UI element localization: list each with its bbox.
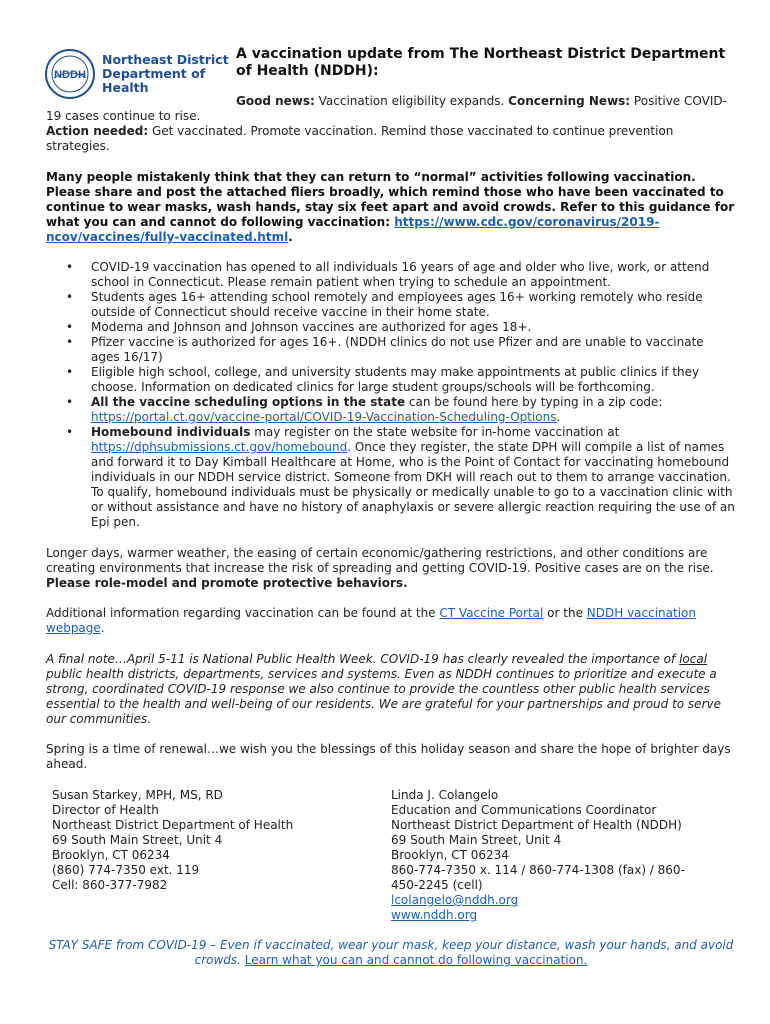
sig-right-city: Brooklyn, CT 06234 [391,848,509,862]
footer-text: STAY SAFE from COVID-19 – Even if vaccinated, wear your mask, keep your distance, wash your hands, and avoid crowds. [48,938,734,967]
bullet-text-4: Pfizer vaccine is authorized for ages 16+. (NDDH clinics do not use Pfizer and are unable to vaccinate ages 16/17) [91,335,704,364]
final-note-paragraph [46,652,736,727]
sig-right-name: Linda J. Colangelo [391,788,499,802]
bullet-icon: • [66,365,74,379]
warning-text: Many people mistakenly think that they can return to “normal” activities following vaccination. Please share and post the attached fliers broadly, which remind those who have been vaccinated to continue to wear masks, wash hands, stay six feet apart and avoid crowds. Refer to this guidance for what you can and cannot do following vaccination: [46,170,735,229]
nddh-seal-text: NDDH [54,69,86,81]
good-news-label: Good news: [236,94,315,108]
ct-vaccine-portal-link[interactable]: CT Vaccine Portal [439,606,544,620]
warning-paragraph [46,170,736,245]
bullet-icon: • [66,290,74,304]
sig-right-org: Northeast District Department of Health (NDDH) [391,818,682,832]
intro-news [46,94,736,124]
logo-line-1: Northeast District [102,52,229,67]
good-news-text: Vaccination eligibility expands. [314,94,509,108]
learn-more-link[interactable]: Learn what you can and cannot do following vaccination. [244,953,588,967]
sig-right-phone: 860-774-7350 x. 114 / 860-774-1308 (fax) / 860-450-2245 (cell) [391,863,685,892]
list-item [46,320,736,335]
warning-section [46,170,736,245]
action-needed-label: Action needed: [46,124,149,138]
bullet-6-text: can be found here by typing in a zip code: [405,395,663,409]
role-model-bold: Please role-model and promote protective behaviors. [46,576,408,590]
sig-left-city: Brooklyn, CT 06234 [52,848,170,862]
bullet-text-5: Eligible high school, college, and university students may make appointments at public clinics if they choose. Information on dedicated clinics for large student groups/schools will be forthcoming. [91,365,700,394]
action-needed-text: Get vaccinated. Promote vaccination. Remind those vaccinated to continue prevention strategies. [46,124,674,153]
logo-line-2: Department of Health [102,66,206,95]
sig-right-street: 69 South Main Street, Unit 4 [391,833,562,847]
sig-left-org: Northeast District Department of Health [52,818,294,832]
bullet-icon: • [66,320,74,334]
bullet-7-bold: Homebound individuals [91,425,251,439]
sig-left-phone: (860) 774-7350 ext. 119 [52,863,200,877]
homebound-link[interactable]: https://dphsubmissions.ct.gov/homebound [91,440,348,454]
sig-right-title: Education and Communications Coordinator [391,803,657,817]
bullet-icon: • [66,260,74,274]
page-title: A vaccination update from The Northeast District Department of Health (NDDH): [236,46,726,79]
bullet-text-2: Students ages 16+ attending school remotely and employees ages 16+ working remotely who reside outside of Connecticut should receive vaccine in their home state. [91,290,703,319]
logo-org-name [102,53,230,95]
sig-left-name: Susan Starkey, MPH, MS, RD [52,788,223,802]
bullet-text-3: Moderna and Johnson and Johnson vaccines are authorized for ages 18+. [91,320,532,334]
nddh-vaccination-webpage-link[interactable]: NDDH vaccination webpage [46,606,697,635]
stay-safe-footer [46,938,736,968]
bullet-icon: • [66,425,74,439]
email-link[interactable]: lcolangelo@nddh.org [391,893,519,907]
bullet-text-1: COVID-19 vaccination has opened to all individuals 16 years of age and older who live, work, or attend school in Connecticut. Please remain patient when trying to schedule an appointment. [91,260,710,289]
sig-left-street: 69 South Main Street, Unit 4 [52,833,223,847]
bullet-7-trail: . Once they register, the state DPH will compile a list of names and forward it to Day Kimball Healthcare at Home, who is the Point of Contact for vaccinating homebound individuals in our NDDH service district. Someone from DKH will reach out to them to arrange vaccination. To qualify, homebound individuals must be physically or medically unable to go to a vaccination clinic with or without assistance and have no history of anaphylaxis or severe allergic reaction requiring the use of an Epi pen. [91,440,735,529]
concerning-news-text: Positive COVID-19 cases continue to rise. [46,94,727,123]
signature-right [391,788,711,923]
final-note-b: public health districts, departments, services and systems. Even as NDDH continues to prioritize and execute a strong, coordinated COVID-19 response we also continue to provide the countless other public health services essential to the health and well-being of our residents. We are grateful for your partnerships and proud to serve our communities. [46,667,721,726]
intro-section [46,94,736,154]
additional-mid: or the [543,606,587,620]
list-item [46,290,736,320]
scheduling-options-link[interactable]: https://portal.ct.gov/vaccine-portal/COVID-19-Vaccination-Scheduling-Options [91,410,557,424]
list-item [46,395,736,425]
bullet-6-trail: . [556,410,561,424]
additional-info-paragraph [46,606,736,636]
signature-left [52,788,382,893]
additional-text: Additional information regarding vaccination can be found at the [46,606,440,620]
bullet-6-bold: All the vaccine scheduling options in the state [91,395,406,409]
bullet-list [46,260,736,530]
cdc-guidance-link[interactable]: https://www.cdc.gov/coronavirus/2019-ncov/vaccines/fully-vaccinated.html [46,215,660,244]
spring-paragraph: Spring is a time of renewal…we wish you the blessings of this holiday season and share the hope of brighter days ahead. [46,742,731,771]
website-link[interactable]: www.nddh.org [391,908,478,922]
longer-days-text: Longer days, warmer weather, the easing of certain economic/gathering restrictions, and other conditions are creating environments that increase the risk of spreading and getting COVID-19. Positive cases are on the rise. [46,546,714,575]
additional-trail: . [100,621,105,635]
sig-left-cell: Cell: 860-377-7982 [52,878,168,892]
final-note-a: A final note…April 5-11 is National Public Health Week. COVID-19 has clearly revealed the importance of [46,652,680,666]
sig-left-title: Director of Health [52,803,159,817]
list-item [46,425,736,530]
longer-days-paragraph [46,546,736,591]
list-item [46,260,736,290]
nddh-logo [44,48,230,100]
list-item [46,335,736,365]
intro-action [46,124,736,154]
concerning-news-label: Concerning News: [508,94,631,108]
nddh-seal-icon [44,48,96,100]
warning-trail: . [288,230,293,244]
bullet-icon: • [66,395,74,409]
list-item [46,365,736,395]
final-note-local: local [679,652,708,666]
bullet-7-text: may register on the state website for in-home vaccination at [250,425,620,439]
bullet-icon: • [66,335,74,349]
